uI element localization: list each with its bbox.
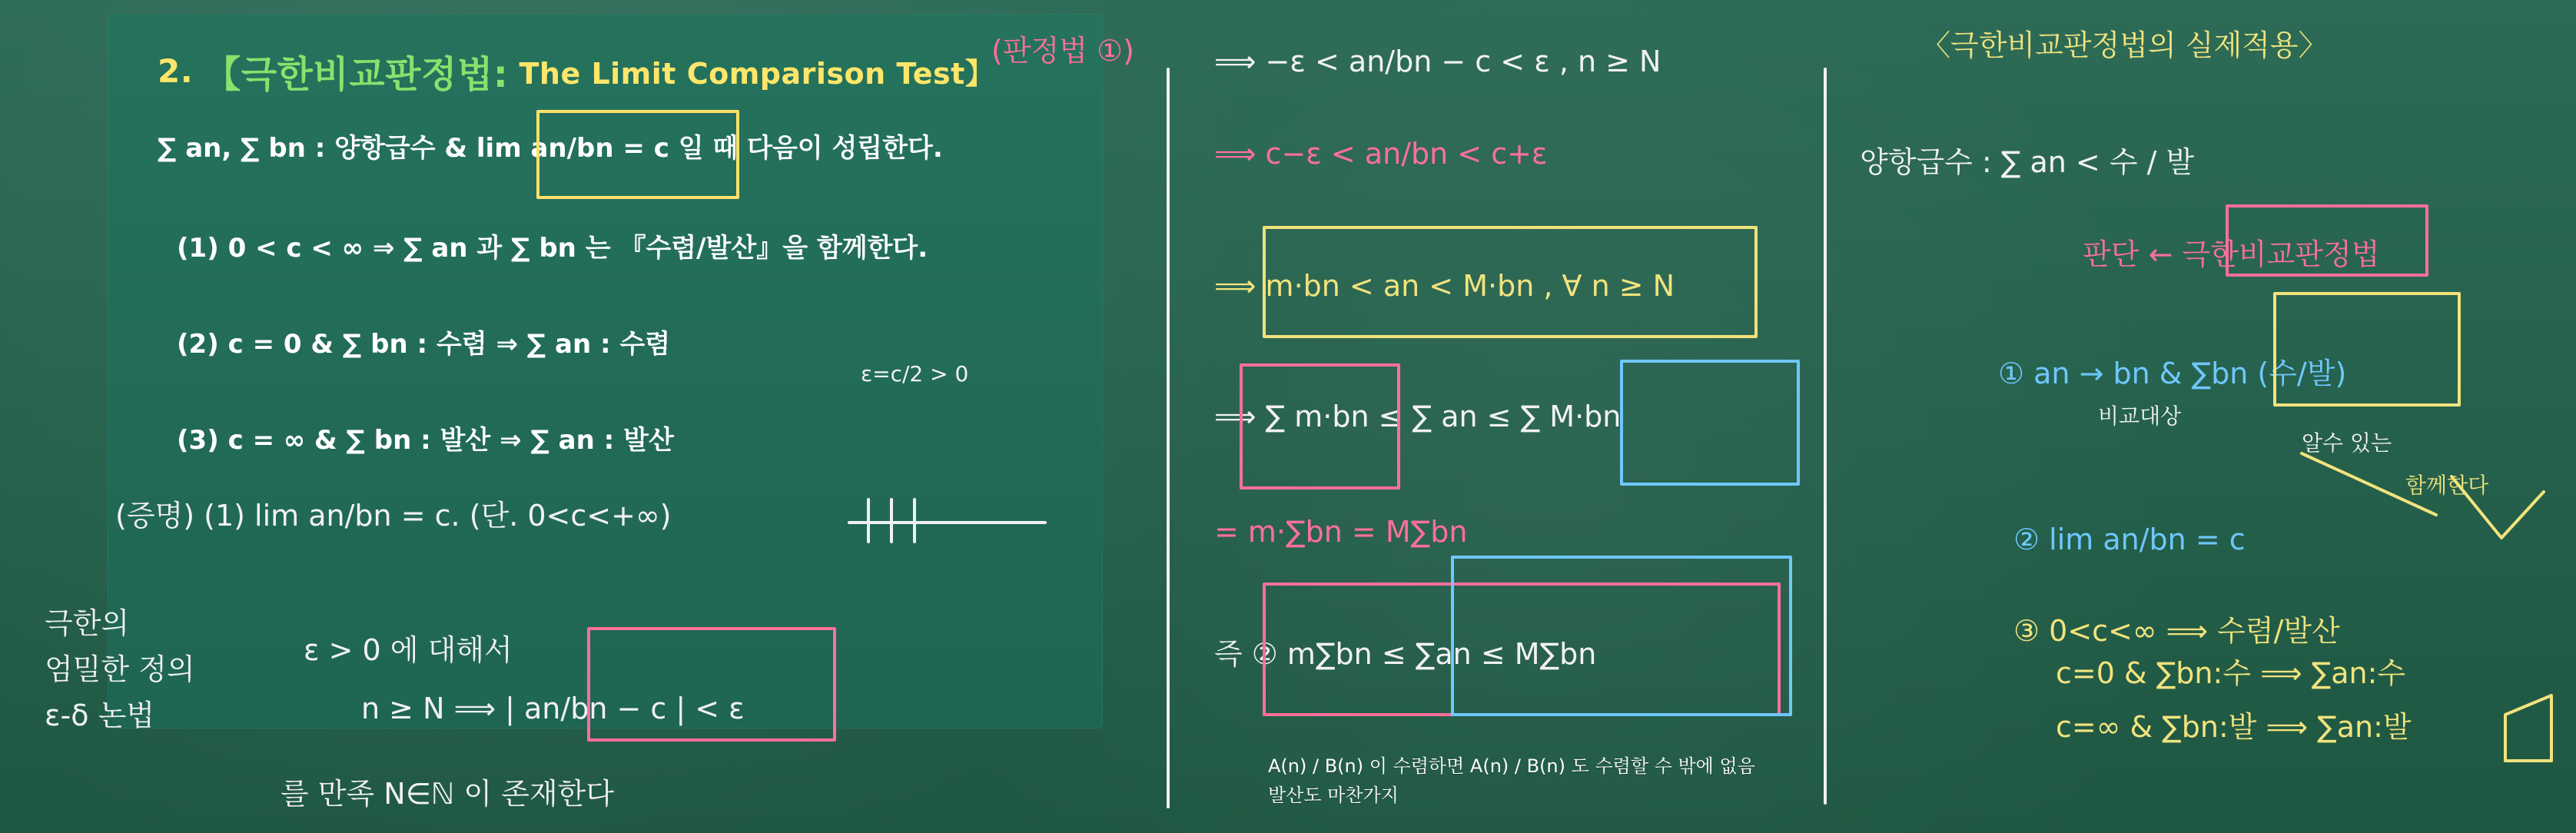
right-line-9: c=∞ & ∑bn:발 ⟹ ∑an:발 xyxy=(2056,710,2412,744)
right-line-5: 알수 있는 xyxy=(2302,430,2392,456)
epsilon-def-2: n ≥ N ⟹ | an/bn − c | < ε xyxy=(361,692,745,725)
title-korean: 【극한비교판정법: xyxy=(204,53,509,96)
mid-line-3: ⟹ m·bn < an < M·bn , ∀ n ≥ N xyxy=(1214,269,1675,303)
mid-line-5: = m·∑bn = M∑bn xyxy=(1214,515,1468,549)
right-line-6: ② lim an/bn = c xyxy=(2013,523,2246,556)
right-line-4: 비교대상 xyxy=(2098,403,2182,429)
title-english: The Limit Comparison Test】 xyxy=(519,57,995,91)
title-number: 2. xyxy=(158,52,194,90)
mid-line-1: ⟹ −ε < an/bn − c < ε , n ≥ N xyxy=(1214,45,1661,78)
subtitle-line-1: A(n) / B(n) 이 수렴하면 A(n) / B(n) 도 수렴할 수 밖에 없음 xyxy=(1268,755,1755,777)
right-line-3: ① an → bn & ∑bn (수/발) xyxy=(1998,357,2347,390)
slide-case-3: (3) c = ∞ & ∑ bn : 발산 ⇒ ∑ an : 발산 xyxy=(177,425,674,456)
slide-case-2: (2) c = 0 & ∑ bn : 수렴 ⇒ ∑ an : 수렴 xyxy=(177,329,671,360)
left-note-2: 엄밀한 정의 xyxy=(45,652,195,686)
subtitle-line-2: 발산도 마찬가지 xyxy=(1268,785,1399,807)
slide-line-1: ∑ an, ∑ bn : 양항급수 & lim an/bn = c 일 때 다음이 성립한다. xyxy=(158,133,943,164)
right-line-8: c=0 & ∑bn:수 ⟹ ∑an:수 xyxy=(2056,656,2406,690)
mid-line-4: ⟹ ∑ m·bn ≤ ∑ an ≤ ∑ M·bn xyxy=(1214,400,1622,433)
middle-blue-box-1 xyxy=(1622,361,1798,484)
epsilon-def-1: ε > 0 에 대해서 xyxy=(304,633,513,667)
left-note-1: 극한의 xyxy=(45,606,130,640)
mid-line-2: ⟹ c−ε < an/bn < c+ε xyxy=(1214,137,1548,171)
epsilon-note: ε=c/2 > 0 xyxy=(861,361,969,387)
subtitle-caption xyxy=(1268,752,1755,811)
proof-intro: (증명) (1) lim an/bn = c. (단. 0<c<+∞) xyxy=(115,499,672,533)
right-line-7: ③ 0<c<∞ ⟹ 수렴/발산 xyxy=(2013,614,2340,648)
bottom-right-mark xyxy=(2505,695,2551,761)
mid-line-6: 즉 ② m∑bn ≤ ∑an ≤ M∑bn xyxy=(1214,637,1597,671)
slide-title xyxy=(158,45,994,98)
right-line-2: 판단 ← 극한비교판정법 xyxy=(2083,237,2380,271)
slide-case-1: (1) 0 < c < ∞ ⇒ ∑ an 과 ∑ bn 는 『수렴/발산』을 함께한다. xyxy=(177,233,928,264)
epsilon-def-3: 를 만족 N∈ℕ 이 존재한다 xyxy=(281,777,614,811)
left-note-3: ε-δ 논법 xyxy=(45,699,154,732)
right-line-10: 함께한다 xyxy=(2405,473,2489,498)
top-note: (판정법 ①) xyxy=(991,34,1134,68)
right-line-1: 양항급수 : ∑ an < 수 / 발 xyxy=(1860,145,2195,179)
right-title: 〈극한비교판정법의 실제적용〉 xyxy=(1921,28,2328,62)
